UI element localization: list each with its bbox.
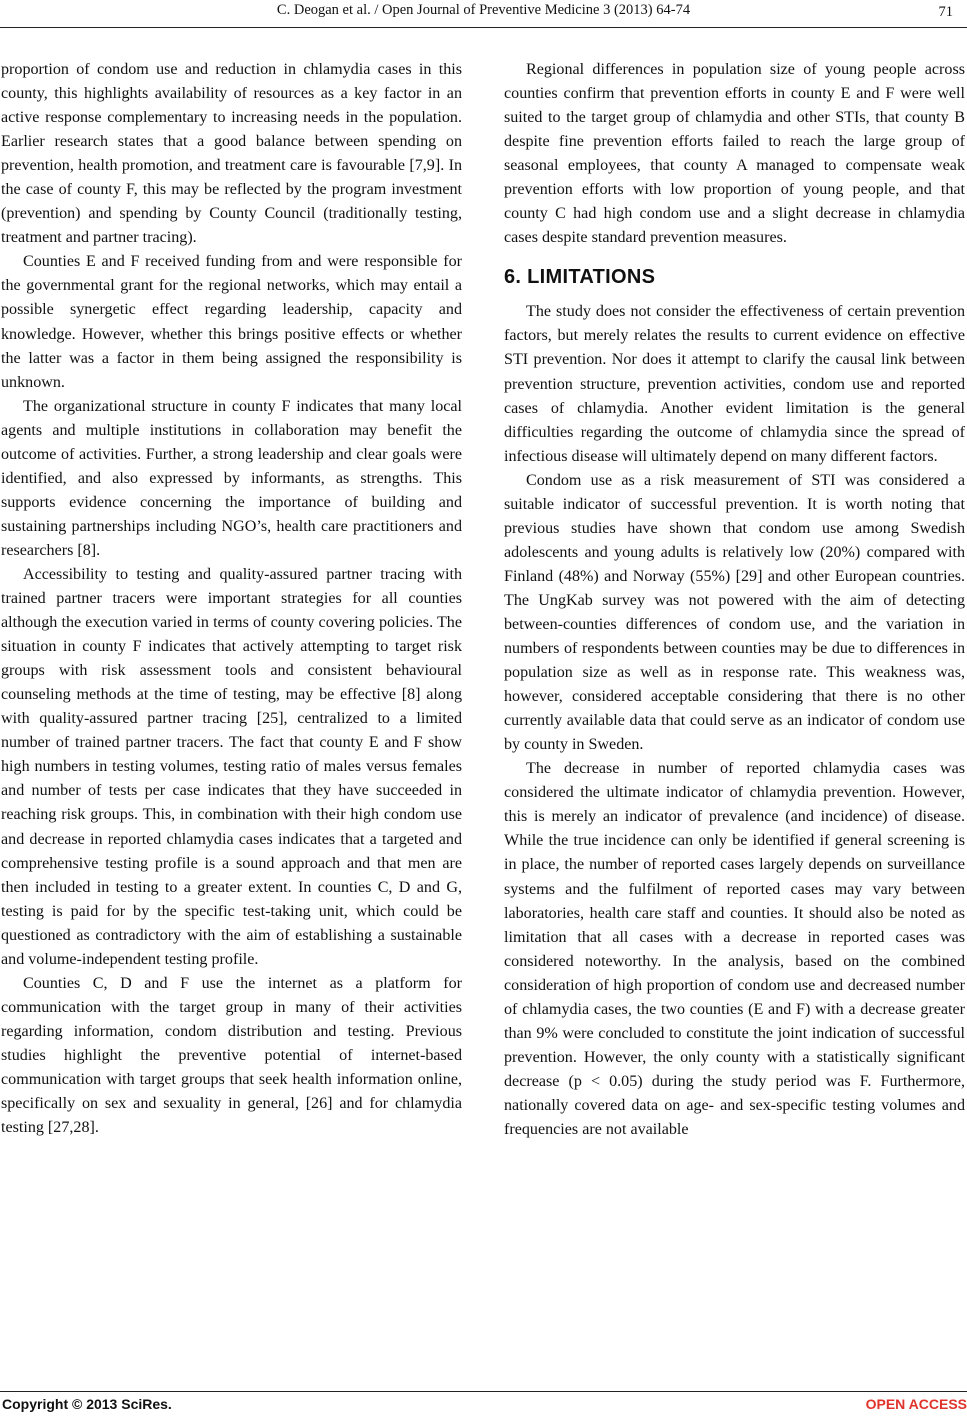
section-heading: 6. LIMITATIONS bbox=[504, 266, 656, 289]
paragraph: The decrease in number of reported chlamydia cases was considered the ultimate indicator of chlamydia prevention. However, this is merely an indicator of prevalence (and incidence) of disease. While the true incidence can only be identified if general screening is in place, the number of reported cases largely depends on surveillance systems and the fulfilment of reported cases may vary between laboratories, health care staff and counties. It should also be noted as limitation that all cases with a decrease in reported cases was considered noteworthy. In the analysis, based on the combined consideration of high proportion of condom use and decreased number of chlamydia cases, the two counties (E and F) with a decrease greater than 9% were concluded to constitute the joint indication of successful prevention. However, the only county with a statistically significant decrease (p < 0.05) during the study period was F. Furthermore, nationally covered data on age- and sex-specific testing volumes and frequencies are not available bbox=[504, 760, 965, 1138]
right-column bbox=[504, 58, 965, 1142]
paragraph: Accessibility to testing and quality-assured partner tracing with trained partner tracers were important strategies for all counties although the execution varied in terms of county covering policies. The situation in county F indicates that actively attempting to target risk groups with risk assessment tools and consistent behavioural counseling methods at the time of testing, may be effective [8] along with quality-assured partner tracing [25], centralized to a limited number of trained partner tracers. The fact that county E and F show high numbers in testing volumes, testing ratio of males versus females and number of tests per case indicates that they have succeeded in reaching risk groups. This, in combination with their high condom use and decrease in reported chlamydia cases indicates that a targeted and comprehensive testing profile is a sound approach and that men are then included in testing to a greater extent. In counties C, D and G, testing is paid for by the specific test-taking unit, which could be questioned as contradictory with the aim of establishing a sustainable and volume-independent testing profile. bbox=[1, 565, 462, 968]
running-title: C. Deogan et al. / Open Journal of Preventive Medicine 3 (2013) 64-74 bbox=[276, 2, 691, 18]
paragraph: proportion of condom use and reduction in chlamydia cases in this county, this highlights availability of resources as a key factor in an active response complementary to increasing needs in the population. Earlier research states that a good balance between spending on prevention, health promotion, and treatment care is favourable [7,9]. In the case of county F, this may be reflected by the program investment (prevention) and spending by County Council (traditionally testing, treatment and partner tracing). bbox=[1, 61, 462, 247]
page-footer bbox=[0, 1394, 967, 1414]
paragraph: The organizational structure in county F indicates that many local agents and multiple institutions in collaboration may benefit the outcome of activities. Further, a strong leadership and clear goals were identified, and also expressed by informants, as strengths. This supports evidence concerning the importance of building and sustaining partnerships including NGO’s, health care practitioners and researchers [8]. bbox=[1, 397, 462, 559]
paragraph: Condom use as a risk measurement of STI was considered a suitable indicator of successful prevention. It is worth noting that previous studies have shown that condom use among Swedish adolescents and young adults is relatively low (20%) compared with Finland (48%) and Norway (55%) [29] and other European countries. The UngKab survey was not powered with the aim of detecting between-counties differences of condom use, and the variation in numbers of respondents between counties may be due to differences in population size as well as in response rate. This weakness was, however, considered acceptable considering that there is no other currently available data that could serve as an indicator of condom use by county in Sweden. bbox=[504, 471, 965, 754]
paragraph: The study does not consider the effectiveness of certain prevention factors, but merely relates the results to current evidence on effective STI prevention. Nor does it attempt to clarify the causal link between prevention structure, prevention activities, condom use and reported cases of chlamydia. Another evident limitation is the general difficulties regarding the outcome of chlamydia since the spread of infectious disease will ultimately depend on many different factors. bbox=[504, 303, 965, 465]
page-number: 71 bbox=[938, 4, 953, 20]
paragraph: Regional differences in population size of young people across counties confirm that prevention efforts in county E and F were well suited to the target group of chlamydia and other STIs, that county B despite fine prevention efforts failed to reach the large group of seasonal employees, that county A managed to compensate weak prevention efforts with low proportion of young people, and that county C had high condom use and a slight decrease in chlamydia cases despite standard prevention measures. bbox=[504, 61, 965, 247]
footer-divider bbox=[0, 1391, 967, 1392]
paragraph: Counties E and F received funding from and were responsible for the governmental grant for the regional networks, which may entail a possible synergetic effect regarding leadership, capacity and knowledge. However, whether this brings positive effects or whether the latter was a factor in them being assigned the responsibility is unknown. bbox=[1, 253, 462, 391]
paragraph: Counties C, D and F use the internet as a platform for communication with the target group in many of their activities regarding information, condom distribution and testing. Previous studies highlight the preventive potential of internet-based communication with target groups that seek health information online, specifically on sex and sexuality in general, [26] and for chlamydia testing [27,28]. bbox=[1, 974, 462, 1137]
header-divider bbox=[0, 27, 967, 28]
left-column bbox=[1, 58, 462, 1140]
running-header bbox=[0, 2, 967, 24]
open-access-label: OPEN ACCESS bbox=[865, 1396, 967, 1412]
copyright-notice: Copyright © 2013 SciRes. bbox=[2, 1396, 172, 1412]
